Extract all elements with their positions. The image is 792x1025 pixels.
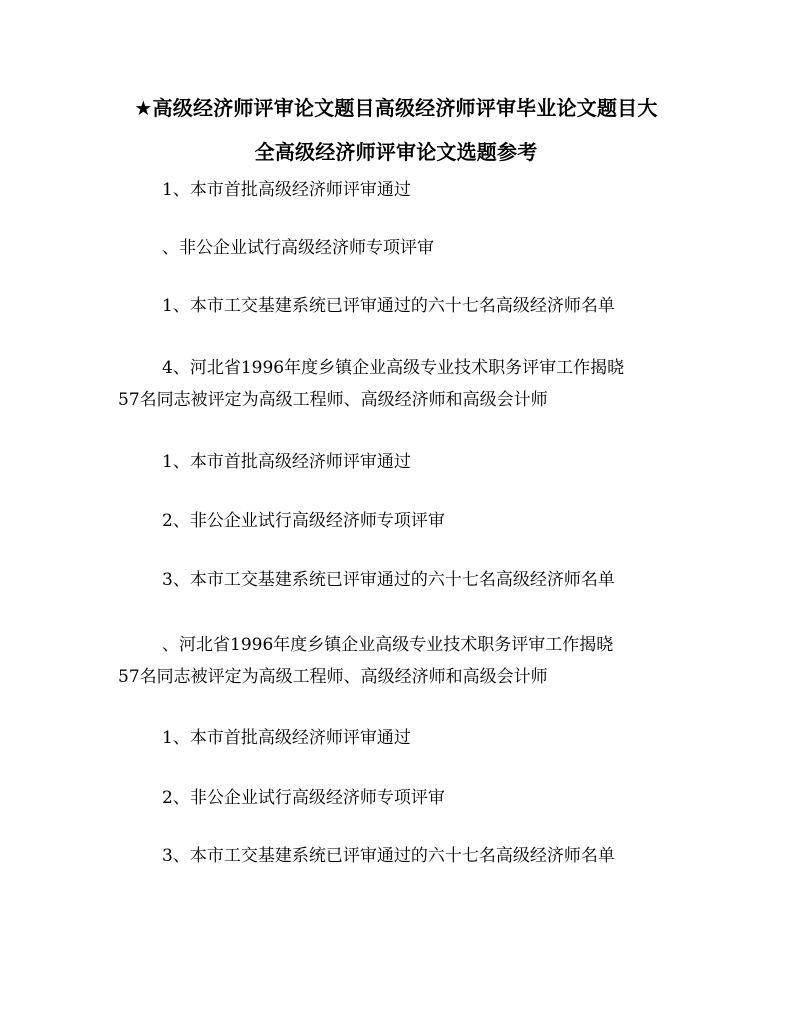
paragraph-text: 1、本市首批高级经济师评审通过 — [162, 180, 411, 200]
paragraph-text: 、非公企业试行高级经济师专项评审 — [162, 238, 434, 258]
paragraph-continuation: 57名同志被评定为高级工程师、高级经济师和高级会计师 — [118, 667, 548, 687]
paragraph-1 — [118, 176, 678, 204]
paragraph-5 — [118, 448, 678, 476]
paragraph-2 — [118, 234, 678, 262]
paragraph-10 — [118, 784, 678, 812]
paragraph-3 — [118, 292, 678, 320]
document-title — [118, 86, 674, 174]
paragraph-text: 3、本市工交基建系统已评审通过的六十七名高级经济师名单 — [162, 846, 615, 866]
paragraph-11 — [118, 842, 678, 870]
paragraph-continuation: 57名同志被评定为高级工程师、高级经济师和高级会计师 — [118, 390, 548, 410]
paragraph-text: 4、河北省1996年度乡镇企业高级专业技术职务评审工作揭晓 — [162, 358, 625, 378]
title-line-1: ★高级经济师评审论文题目高级经济师评审毕业论文题目大 — [134, 96, 658, 120]
paragraph-text: 1、本市首批高级经济师评审通过 — [162, 728, 411, 748]
title-line-2: 全高级经济师评审论文选题参考 — [254, 140, 538, 164]
paragraph-text: 1、本市工交基建系统已评审通过的六十七名高级经济师名单 — [162, 296, 615, 316]
paragraph-text: 2、非公企业试行高级经济师专项评审 — [162, 511, 445, 531]
paragraph-9 — [118, 724, 678, 752]
paragraph-7 — [118, 566, 678, 594]
paragraph-8 — [118, 629, 678, 693]
paragraph-text: 3、本市工交基建系统已评审通过的六十七名高级经济师名单 — [162, 570, 615, 590]
paragraph-text: 2、非公企业试行高级经济师专项评审 — [162, 788, 445, 808]
paragraph-text: 、河北省1996年度乡镇企业高级专业技术职务评审工作揭晓 — [162, 635, 614, 655]
paragraph-text: 1、本市首批高级经济师评审通过 — [162, 452, 411, 472]
paragraph-6 — [118, 507, 678, 535]
paragraph-4 — [118, 352, 678, 416]
